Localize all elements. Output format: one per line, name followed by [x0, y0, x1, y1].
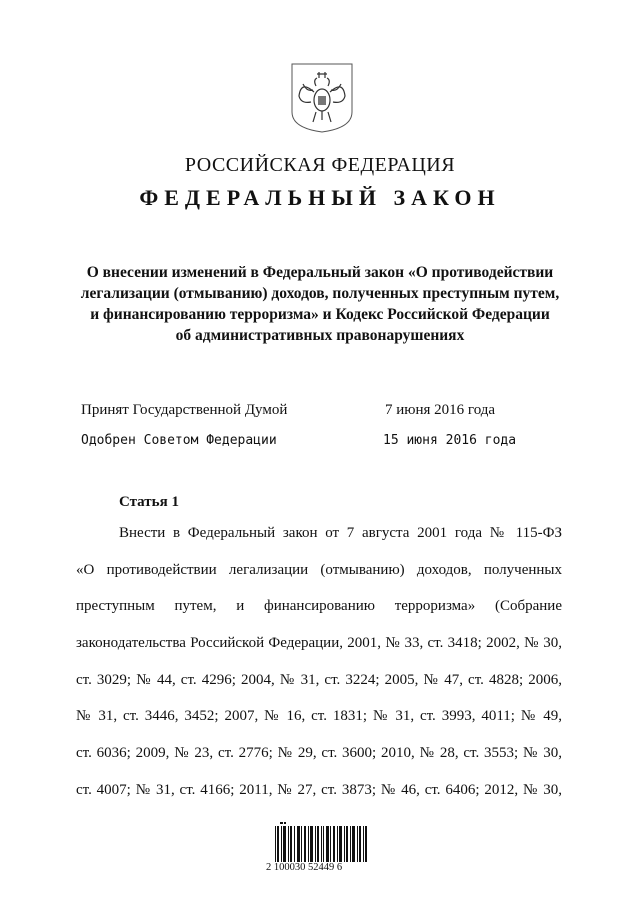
council-approval-date: 15 июня 2016 года: [383, 433, 517, 448]
law-title-line: легализации (отмыванию) доходов, полученных преступным путем,: [80, 285, 560, 302]
council-approval-label: Одобрен Советом Федерации: [81, 433, 277, 448]
duma-adoption-date: 7 июня 2016 года: [385, 402, 496, 418]
russian-coat-of-arms-icon: [289, 62, 355, 134]
law-title: [60, 262, 580, 346]
article-text-line: «О противодействии легализации (отмыванию) доходов, полученных: [76, 561, 562, 578]
article-text-line: преступным путем, и финансированию терроризма» (Собрание: [76, 598, 562, 615]
article-text-line: законодательства Российской Федерации, 2001, № 33, ст. 3418; 2002, № 30,: [76, 635, 562, 652]
article-text-line: Внести в Федеральный закон от 7 августа 2001 года № 115-ФЗ: [119, 525, 562, 541]
article-text-line: № 31, ст. 3446, 3452; 2007, № 16, ст. 1831; № 31, ст. 3993, 4011; № 49,: [76, 708, 562, 725]
barcode-number: 2 100030 52449 6: [266, 862, 343, 873]
article-text-line: ст. 4007; № 31, ст. 4166; 2011, № 27, ст. 3873; № 46, ст. 6406; 2012, № 30,: [76, 781, 562, 798]
document-type: ФЕДЕРАЛЬНЫЙ ЗАКОН: [139, 185, 501, 210]
duma-adoption-label: Принят Государственной Думой: [81, 402, 288, 418]
article-text-line: ст. 3029; № 44, ст. 4296; 2004, № 31, ст. 3224; 2005, № 47, ст. 4828; 2006,: [76, 671, 562, 688]
barcode-icon: [270, 822, 374, 886]
country-name: РОССИЙСКАЯ ФЕДЕРАЦИЯ: [184, 154, 456, 176]
law-title-line: и финансированию терроризма» и Кодекс Российской Федерации: [90, 306, 550, 323]
article-text-line: ст. 6036; 2009, № 23, ст. 2776; № 29, ст. 3600; 2010, № 28, ст. 3553; № 30,: [76, 745, 562, 762]
law-title-line: об административных правонарушениях: [175, 327, 465, 344]
article-heading: Статья 1: [119, 494, 179, 510]
law-title-line: О внесении изменений в Федеральный закон «О противодействии: [86, 264, 554, 281]
article-body: [76, 525, 562, 819]
